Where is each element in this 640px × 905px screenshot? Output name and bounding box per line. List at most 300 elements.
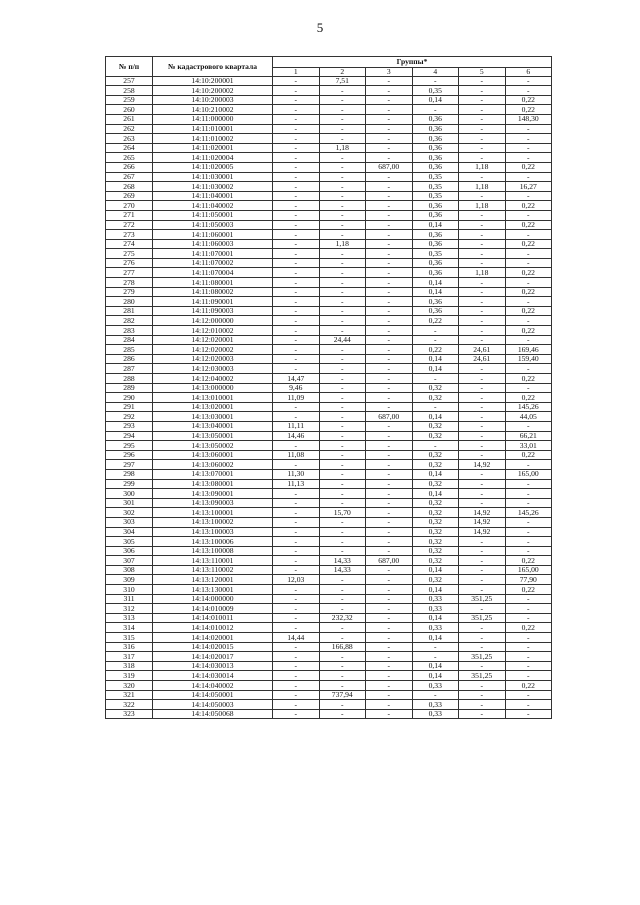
row-number: 309 [106,575,153,585]
group-3-value: - [366,124,413,134]
group-6-value: 0,22 [505,268,552,278]
cadastral-quarter: 14:11:060001 [153,230,273,240]
group-3-value: - [366,441,413,451]
table-row [106,556,552,566]
row-number: 283 [106,326,153,336]
group-1-value: 11,08 [273,450,320,460]
group-2-value: - [319,297,366,307]
row-number: 302 [106,508,153,518]
cadastral-quarter: 14:13:050001 [153,431,273,441]
group-1-value: - [273,230,320,240]
group-2-value: - [319,95,366,105]
group-4-value: - [412,441,459,451]
group-4-value: 0,14 [412,412,459,422]
group-2-value: - [319,201,366,211]
group-6-value: 66,21 [505,431,552,441]
group-6-value: - [505,230,552,240]
group-3-value: - [366,393,413,403]
group-6-value: 0,22 [505,450,552,460]
group-6-value: - [505,527,552,537]
table-row [106,287,552,297]
group-5-value: 14,92 [459,460,506,470]
group-5-value: 351,25 [459,671,506,681]
group-1-value: - [273,249,320,259]
group-3-value: - [366,172,413,182]
row-number: 307 [106,556,153,566]
table-row [106,153,552,163]
group-2-value: - [319,623,366,633]
cadastral-groups-table [105,56,552,719]
row-number: 301 [106,498,153,508]
group-6-value: 0,22 [505,556,552,566]
group-6-value: 0,22 [505,95,552,105]
table-row [106,565,552,575]
group-6-value: - [505,210,552,220]
group-6-value: 0,22 [505,623,552,633]
row-number: 289 [106,383,153,393]
group-3-value: 687,00 [366,162,413,172]
group-4-value: 0,32 [412,479,459,489]
group-3-value: - [366,105,413,115]
group-1-value: - [273,95,320,105]
group-3-value: - [366,498,413,508]
cadastral-quarter: 14:10:210002 [153,105,273,115]
table-row [106,661,552,671]
table-row [106,182,552,192]
group-2-value: - [319,124,366,134]
group-4-value: 0,36 [412,143,459,153]
group-4-value: 0,14 [412,354,459,364]
group-6-value: - [505,134,552,144]
group-2-value: - [319,230,366,240]
cadastral-quarter: 14:13:090003 [153,498,273,508]
group-4-value: 0,14 [412,585,459,595]
group-3-value: - [366,364,413,374]
group-3-value: - [366,575,413,585]
group-4-value: 0,35 [412,172,459,182]
group-3-value: - [366,86,413,96]
group-1-value: - [273,537,320,547]
cadastral-quarter: 14:12:020003 [153,354,273,364]
cadastral-quarter: 14:13:020001 [153,402,273,412]
group-2-value: - [319,345,366,355]
group-2-value: - [319,594,366,604]
group-1-value: - [273,114,320,124]
group-1-value: - [273,652,320,662]
cadastral-quarter: 14:14:020001 [153,633,273,643]
group-4-value: 0,14 [412,220,459,230]
group-3-value: - [366,537,413,547]
row-number: 276 [106,258,153,268]
group-2-value: - [319,546,366,556]
group-6-value: 0,22 [505,326,552,336]
row-number: 285 [106,345,153,355]
group-5-value: - [459,76,506,86]
group-2-value: - [319,489,366,499]
group-3-value: - [366,287,413,297]
group-3-value: - [366,661,413,671]
cadastral-quarter: 14:11:070001 [153,249,273,259]
group-2-value: - [319,278,366,288]
table-row [106,239,552,249]
table-body [106,76,552,719]
group-3-value: - [366,76,413,86]
group-2-value: - [319,604,366,614]
group-2-value: - [319,354,366,364]
header-group-2: 2 [319,68,366,77]
table-row [106,316,552,326]
cadastral-quarter: 14:14:050001 [153,690,273,700]
group-3-value: - [366,354,413,364]
row-number: 316 [106,642,153,652]
group-1-value: - [273,258,320,268]
cadastral-quarter: 14:13:040001 [153,421,273,431]
group-2-value: - [319,258,366,268]
group-5-value: - [459,134,506,144]
group-2-value: 14,33 [319,565,366,575]
group-4-value: - [412,652,459,662]
group-1-value: - [273,517,320,527]
cadastral-quarter: 14:10:200001 [153,76,273,86]
group-6-value: - [505,498,552,508]
table-row [106,95,552,105]
group-2-value: 737,94 [319,690,366,700]
group-3-value: - [366,565,413,575]
table-row [106,268,552,278]
table-row [106,642,552,652]
table-row [106,421,552,431]
group-5-value: 351,25 [459,613,506,623]
group-3-value: - [366,508,413,518]
group-6-value: - [505,709,552,719]
row-number: 295 [106,441,153,451]
group-2-value: - [319,105,366,115]
row-number: 319 [106,671,153,681]
cadastral-quarter: 14:14:020017 [153,652,273,662]
cadastral-quarter: 14:14:020015 [153,642,273,652]
group-6-value: 77,90 [505,575,552,585]
row-number: 257 [106,76,153,86]
group-4-value: 0,36 [412,162,459,172]
group-3-value: - [366,642,413,652]
cadastral-quarter: 14:13:060001 [153,450,273,460]
cadastral-quarter: 14:13:090001 [153,489,273,499]
row-number: 308 [106,565,153,575]
group-4-value: 0,35 [412,191,459,201]
group-2-value: 14,33 [319,556,366,566]
group-2-value: - [319,412,366,422]
group-2-value: - [319,316,366,326]
row-number: 297 [106,460,153,470]
group-4-value: 0,36 [412,268,459,278]
cadastral-quarter: 14:14:030014 [153,671,273,681]
group-6-value: - [505,364,552,374]
group-1-value: - [273,182,320,192]
cadastral-quarter: 14:13:110002 [153,565,273,575]
group-1-value: - [273,220,320,230]
table-row [106,690,552,700]
row-number: 261 [106,114,153,124]
group-6-value: 165,00 [505,565,552,575]
group-4-value: 0,32 [412,450,459,460]
group-6-value: - [505,297,552,307]
table-row [106,278,552,288]
group-1-value: - [273,604,320,614]
group-1-value: - [273,585,320,595]
group-6-value: 0,22 [505,374,552,384]
cadastral-quarter: 14:11:080002 [153,287,273,297]
group-4-value: - [412,76,459,86]
row-number: 299 [106,479,153,489]
table-row [106,517,552,527]
cadastral-quarter: 14:13:030001 [153,412,273,422]
group-5-value: - [459,326,506,336]
group-6-value: 0,22 [505,220,552,230]
group-1-value: - [273,642,320,652]
header-row-number: № п/п [106,57,153,77]
group-4-value: 0,33 [412,681,459,691]
group-4-value: 0,36 [412,153,459,163]
table-row [106,652,552,662]
group-5-value: - [459,498,506,508]
group-1-value: - [273,210,320,220]
group-2-value: - [319,326,366,336]
group-3-value: - [366,479,413,489]
group-6-value: - [505,153,552,163]
cadastral-quarter: 14:12:000000 [153,316,273,326]
group-1-value: - [273,306,320,316]
group-4-value: 0,22 [412,316,459,326]
row-number: 263 [106,134,153,144]
group-6-value: - [505,191,552,201]
group-1-value: - [273,556,320,566]
group-6-value: 0,22 [505,681,552,691]
cadastral-quarter: 14:13:110001 [153,556,273,566]
table-row [106,709,552,719]
group-4-value: 0,33 [412,709,459,719]
row-number: 266 [106,162,153,172]
cadastral-quarter: 14:10:200002 [153,86,273,96]
group-3-value: - [366,210,413,220]
group-4-value: - [412,374,459,384]
header-groups: Группы* [273,57,552,68]
group-6-value: - [505,546,552,556]
cadastral-quarter: 14:14:010011 [153,613,273,623]
group-2-value: 15,70 [319,508,366,518]
group-4-value: - [412,642,459,652]
group-6-value: - [505,479,552,489]
cadastral-quarter: 14:12:010002 [153,326,273,336]
group-2-value: - [319,431,366,441]
table-row [106,412,552,422]
group-6-value: 165,00 [505,469,552,479]
group-2-value: - [319,134,366,144]
group-5-value: - [459,681,506,691]
group-6-value: - [505,700,552,710]
cadastral-quarter: 14:11:030002 [153,182,273,192]
group-1-value: - [273,681,320,691]
row-number: 304 [106,527,153,537]
group-2-value: - [319,527,366,537]
group-5-value: 14,92 [459,517,506,527]
group-5-value: - [459,287,506,297]
group-6-value: 0,22 [505,162,552,172]
group-1-value: - [273,594,320,604]
group-4-value: 0,36 [412,306,459,316]
group-6-value: - [505,258,552,268]
cadastral-quarter: 14:13:000000 [153,383,273,393]
group-1-value: - [273,124,320,134]
group-1-value: - [273,278,320,288]
group-6-value: - [505,421,552,431]
group-5-value: - [459,105,506,115]
group-3-value: - [366,258,413,268]
group-2-value: - [319,681,366,691]
group-2-value: - [319,393,366,403]
cadastral-quarter: 14:13:060002 [153,460,273,470]
group-4-value: 0,32 [412,421,459,431]
group-4-value: 0,14 [412,489,459,499]
group-3-value: - [366,345,413,355]
group-2-value: - [319,633,366,643]
group-2-value: - [319,585,366,595]
group-5-value: - [459,469,506,479]
group-3-value: - [366,671,413,681]
group-3-value: - [366,431,413,441]
cadastral-quarter: 14:11:040001 [153,191,273,201]
group-1-value: - [273,76,320,86]
row-number: 313 [106,613,153,623]
group-4-value: 0,36 [412,124,459,134]
group-1-value: - [273,172,320,182]
group-3-value: - [366,153,413,163]
group-1-value: - [273,402,320,412]
cadastral-quarter: 14:13:130001 [153,585,273,595]
cadastral-quarter: 14:14:010009 [153,604,273,614]
table-row [106,230,552,240]
cadastral-quarter: 14:11:020005 [153,162,273,172]
group-3-value: - [366,335,413,345]
group-2-value: 166,88 [319,642,366,652]
group-3-value: - [366,268,413,278]
row-number: 270 [106,201,153,211]
row-number: 274 [106,239,153,249]
group-6-value: - [505,249,552,259]
group-4-value: 0,14 [412,278,459,288]
row-number: 286 [106,354,153,364]
table-row [106,633,552,643]
row-number: 303 [106,517,153,527]
table-row [106,594,552,604]
group-5-value: - [459,306,506,316]
row-number: 298 [106,469,153,479]
group-1-value: - [273,527,320,537]
group-6-value: - [505,642,552,652]
cadastral-quarter: 14:11:050003 [153,220,273,230]
group-5-value: 14,92 [459,527,506,537]
row-number: 273 [106,230,153,240]
row-number: 311 [106,594,153,604]
group-5-value: - [459,86,506,96]
group-4-value: 0,35 [412,249,459,259]
group-5-value: - [459,220,506,230]
group-5-value: - [459,642,506,652]
group-5-value: - [459,537,506,547]
group-2-value: - [319,374,366,384]
group-1-value: - [273,709,320,719]
group-3-value: - [366,374,413,384]
cadastral-quarter: 14:14:030013 [153,661,273,671]
group-3-value: - [366,652,413,662]
group-2-value: - [319,249,366,259]
group-5-value: 14,92 [459,508,506,518]
group-1-value: - [273,201,320,211]
group-2-value: - [319,153,366,163]
table-row [106,306,552,316]
table-row [106,489,552,499]
table-row [106,76,552,86]
group-5-value: - [459,230,506,240]
group-3-value: - [366,306,413,316]
group-4-value: - [412,402,459,412]
header-group-5: 5 [459,68,506,77]
group-4-value: 0,36 [412,239,459,249]
table-row [106,623,552,633]
group-4-value: 0,32 [412,431,459,441]
group-6-value: - [505,76,552,86]
group-5-value: - [459,441,506,451]
table-row [106,172,552,182]
cadastral-quarter: 14:11:070002 [153,258,273,268]
group-5-value: - [459,335,506,345]
group-1-value: - [273,86,320,96]
group-5-value: 1,18 [459,182,506,192]
header-group-3: 3 [366,68,413,77]
group-1-value: - [273,690,320,700]
table-row [106,527,552,537]
group-5-value: - [459,316,506,326]
group-4-value: 0,33 [412,594,459,604]
group-4-value: 0,32 [412,393,459,403]
group-2-value: - [319,460,366,470]
group-1-value: - [273,546,320,556]
group-1-value: - [273,316,320,326]
group-6-value: - [505,86,552,96]
table-row [106,479,552,489]
row-number: 262 [106,124,153,134]
group-6-value: - [505,671,552,681]
group-5-value: 1,18 [459,162,506,172]
group-6-value: 0,22 [505,306,552,316]
group-1-value: 9,46 [273,383,320,393]
group-4-value: 0,36 [412,210,459,220]
group-5-value: - [459,661,506,671]
table-row [106,86,552,96]
cadastral-quarter: 14:13:010001 [153,393,273,403]
group-5-value: - [459,700,506,710]
group-2-value: - [319,383,366,393]
cadastral-quarter: 14:14:000000 [153,594,273,604]
cadastral-quarter: 14:13:100001 [153,508,273,518]
group-1-value: 11,09 [273,393,320,403]
group-5-value: - [459,393,506,403]
group-6-value: - [505,690,552,700]
table-row [106,345,552,355]
table-row [106,124,552,134]
group-5-value: - [459,124,506,134]
table-row [106,537,552,547]
cadastral-quarter: 14:12:040002 [153,374,273,384]
